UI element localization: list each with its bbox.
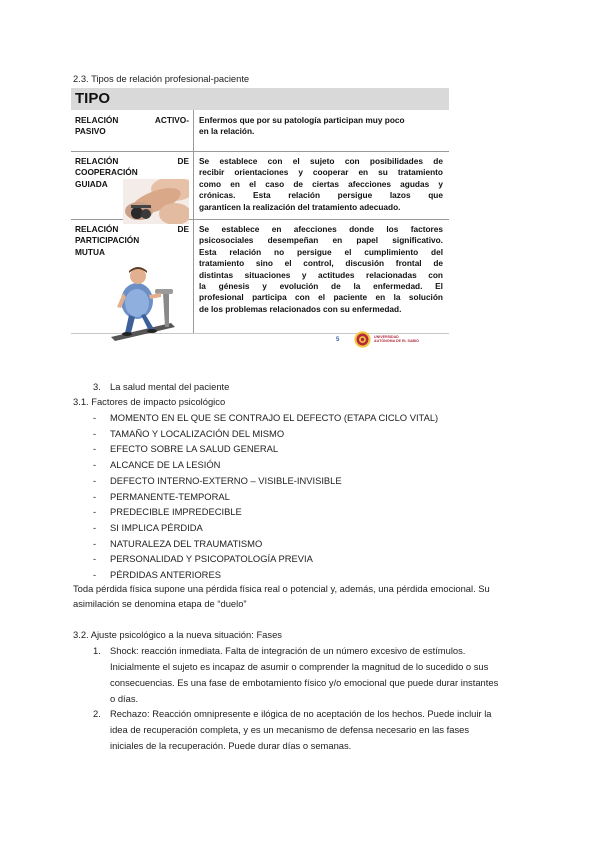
university-seal-logo bbox=[354, 331, 371, 348]
section-heading: 2.3. Tipos de relación profesional-paciente bbox=[73, 73, 250, 84]
table-header-title: TIPO bbox=[75, 90, 111, 107]
phase-line: consecuencias. Es una fase de embotamiento físico y/o emocional que puede durar instantes bbox=[110, 677, 499, 688]
description-line: crónicas. Esta relación persigue lazos que bbox=[199, 190, 443, 201]
description-line: Se establece en afecciones donde los factores bbox=[199, 224, 443, 234]
description-cell-activo-pasivo bbox=[199, 115, 443, 138]
description-line: psicosociales desempeñan en papel significativo. bbox=[199, 235, 443, 246]
factor-item: SI IMPLICA PÉRDIDA bbox=[110, 521, 203, 533]
list-dash: - bbox=[93, 506, 97, 518]
logo-text-line: UNIVERSIDAD bbox=[374, 335, 399, 339]
description-line: como en el caso de ciertas afecciones agudas y bbox=[199, 178, 443, 189]
description-line: la génesis y evolución de la enfermedad. El bbox=[199, 281, 443, 292]
description-line: garanticen la realización del tratamiento adecuado. bbox=[199, 201, 401, 212]
factor-item: TAMAÑO Y LOCALIZACIÓN DEL MISMO bbox=[110, 427, 285, 439]
factor-item: PÉRDIDAS ANTERIORES bbox=[110, 569, 221, 580]
description-line: Esta relación no persigue el cumplimiento del bbox=[199, 246, 443, 257]
list-dash: - bbox=[93, 474, 97, 486]
type-word: GUIADA bbox=[75, 178, 108, 189]
description-line: distintas situaciones y actitudes relacionadas con bbox=[199, 269, 443, 280]
type-cell-participacion-mutua bbox=[75, 224, 189, 258]
slide-page-number: 5 bbox=[336, 337, 340, 343]
factor-item: PREDECIBLE IMPREDECIBLE bbox=[110, 506, 242, 518]
type-word: COOPERACIÓN bbox=[75, 167, 138, 178]
slide-image bbox=[71, 88, 449, 358]
hands-photo bbox=[123, 179, 189, 224]
list-dash: - bbox=[93, 427, 97, 439]
type-cell-activo-pasivo bbox=[75, 115, 189, 138]
factors-heading: 3.1. Factores de impacto psicológico bbox=[73, 396, 226, 407]
description-line: Se establece con el sujeto con posibilidades de bbox=[199, 156, 443, 166]
paragraph-line: asimilación se denomina etapa de “duelo” bbox=[73, 598, 247, 609]
list-dash: - bbox=[93, 443, 97, 455]
factor-item: MOMENTO EN EL QUE SE CONTRAJO EL DEFECTO (ETAPA CICLO VITAL) bbox=[110, 412, 439, 423]
phase-line: Shock: reacción inmediata. Falta de integración de un número excesivo de estímulos. bbox=[110, 645, 466, 656]
phase-line: Rechazo: Reacción omnipresente e ilógica de no aceptación de los hechos. Puede incluir la bbox=[110, 708, 492, 719]
item-title: La salud mental del paciente bbox=[110, 381, 230, 392]
phase-line: Inicialmente el sujeto es incapaz de asumir o comprender la magnitud de lo sucedido o sus bbox=[110, 661, 489, 672]
factor-item: PERMANENTE-TEMPORAL bbox=[110, 490, 230, 502]
description-line: profesional participa con el paciente en la solución bbox=[199, 292, 443, 303]
factor-item: ALCANCE DE LA LESIÓN bbox=[110, 459, 221, 471]
phase-line: iniciales de la recuperación. Puede durar días o semanas. bbox=[110, 740, 352, 751]
description-line: en la relación. bbox=[199, 126, 255, 137]
description-line: de los problemas relacionados con su enfermedad. bbox=[199, 303, 402, 314]
list-dash: - bbox=[93, 459, 97, 471]
description-cell-cooperacion-guiada bbox=[199, 156, 443, 213]
table-header-bar bbox=[71, 88, 449, 110]
phases-heading: 3.2. Ajuste psicológico a la nueva situación: Fases bbox=[73, 629, 282, 640]
phase-number: 2. bbox=[93, 708, 101, 719]
type-word: PARTICIPACIÓN bbox=[75, 235, 140, 246]
factor-item: DEFECTO INTERNO-EXTERNO – VISIBLE-INVISIBLE bbox=[110, 474, 342, 486]
phase-line: idea de recuperación completa, y es un mecanismo de defensa necesario en las fases bbox=[110, 724, 470, 735]
list-dash: - bbox=[93, 569, 97, 580]
factor-item: EFECTO SOBRE LA SALUD GENERAL bbox=[110, 443, 279, 455]
type-word: PASIVO bbox=[75, 126, 106, 137]
phase-line: o días. bbox=[110, 693, 139, 704]
university-logo-text bbox=[374, 335, 419, 344]
treadmill-man-illustration bbox=[105, 263, 181, 343]
list-dash: - bbox=[93, 553, 97, 565]
type-word: DE bbox=[177, 224, 189, 234]
description-cell-participacion-mutua bbox=[199, 224, 443, 315]
description-line: tratamiento sino el control, discusión frontal de bbox=[199, 258, 443, 269]
type-word: RELACIÓN bbox=[75, 115, 119, 125]
row-divider bbox=[71, 151, 449, 152]
type-word: MUTUA bbox=[75, 246, 105, 257]
paragraph-line: Toda pérdida física supone una pérdida física real o potencial y, además, una pérdida emocional. Su bbox=[73, 583, 490, 594]
factor-item: NATURALEZA DEL TRAUMATISMO bbox=[110, 537, 263, 549]
type-word: DE bbox=[177, 156, 189, 166]
description-line: recibir orientaciones y cooperar en su tratamiento bbox=[199, 167, 443, 178]
description-line: Enfermos que por su patología participan muy poco bbox=[199, 115, 405, 125]
logo-text-line: AUTÓNOMA DE EL SABIO bbox=[374, 339, 419, 344]
phase-number: 1. bbox=[93, 645, 101, 656]
list-dash: - bbox=[93, 521, 97, 533]
type-word: RELACIÓN bbox=[75, 224, 119, 234]
column-divider bbox=[193, 110, 194, 333]
type-word: ACTIVO- bbox=[154, 115, 189, 125]
item-number: 3. bbox=[93, 381, 101, 392]
list-dash: - bbox=[93, 490, 97, 502]
list-dash: - bbox=[93, 537, 97, 549]
list-dash: - bbox=[93, 412, 97, 423]
type-word: RELACIÓN bbox=[75, 156, 119, 166]
factor-item: PERSONALIDAD Y PSICOPATOLOGÍA PREVIA bbox=[110, 553, 313, 565]
